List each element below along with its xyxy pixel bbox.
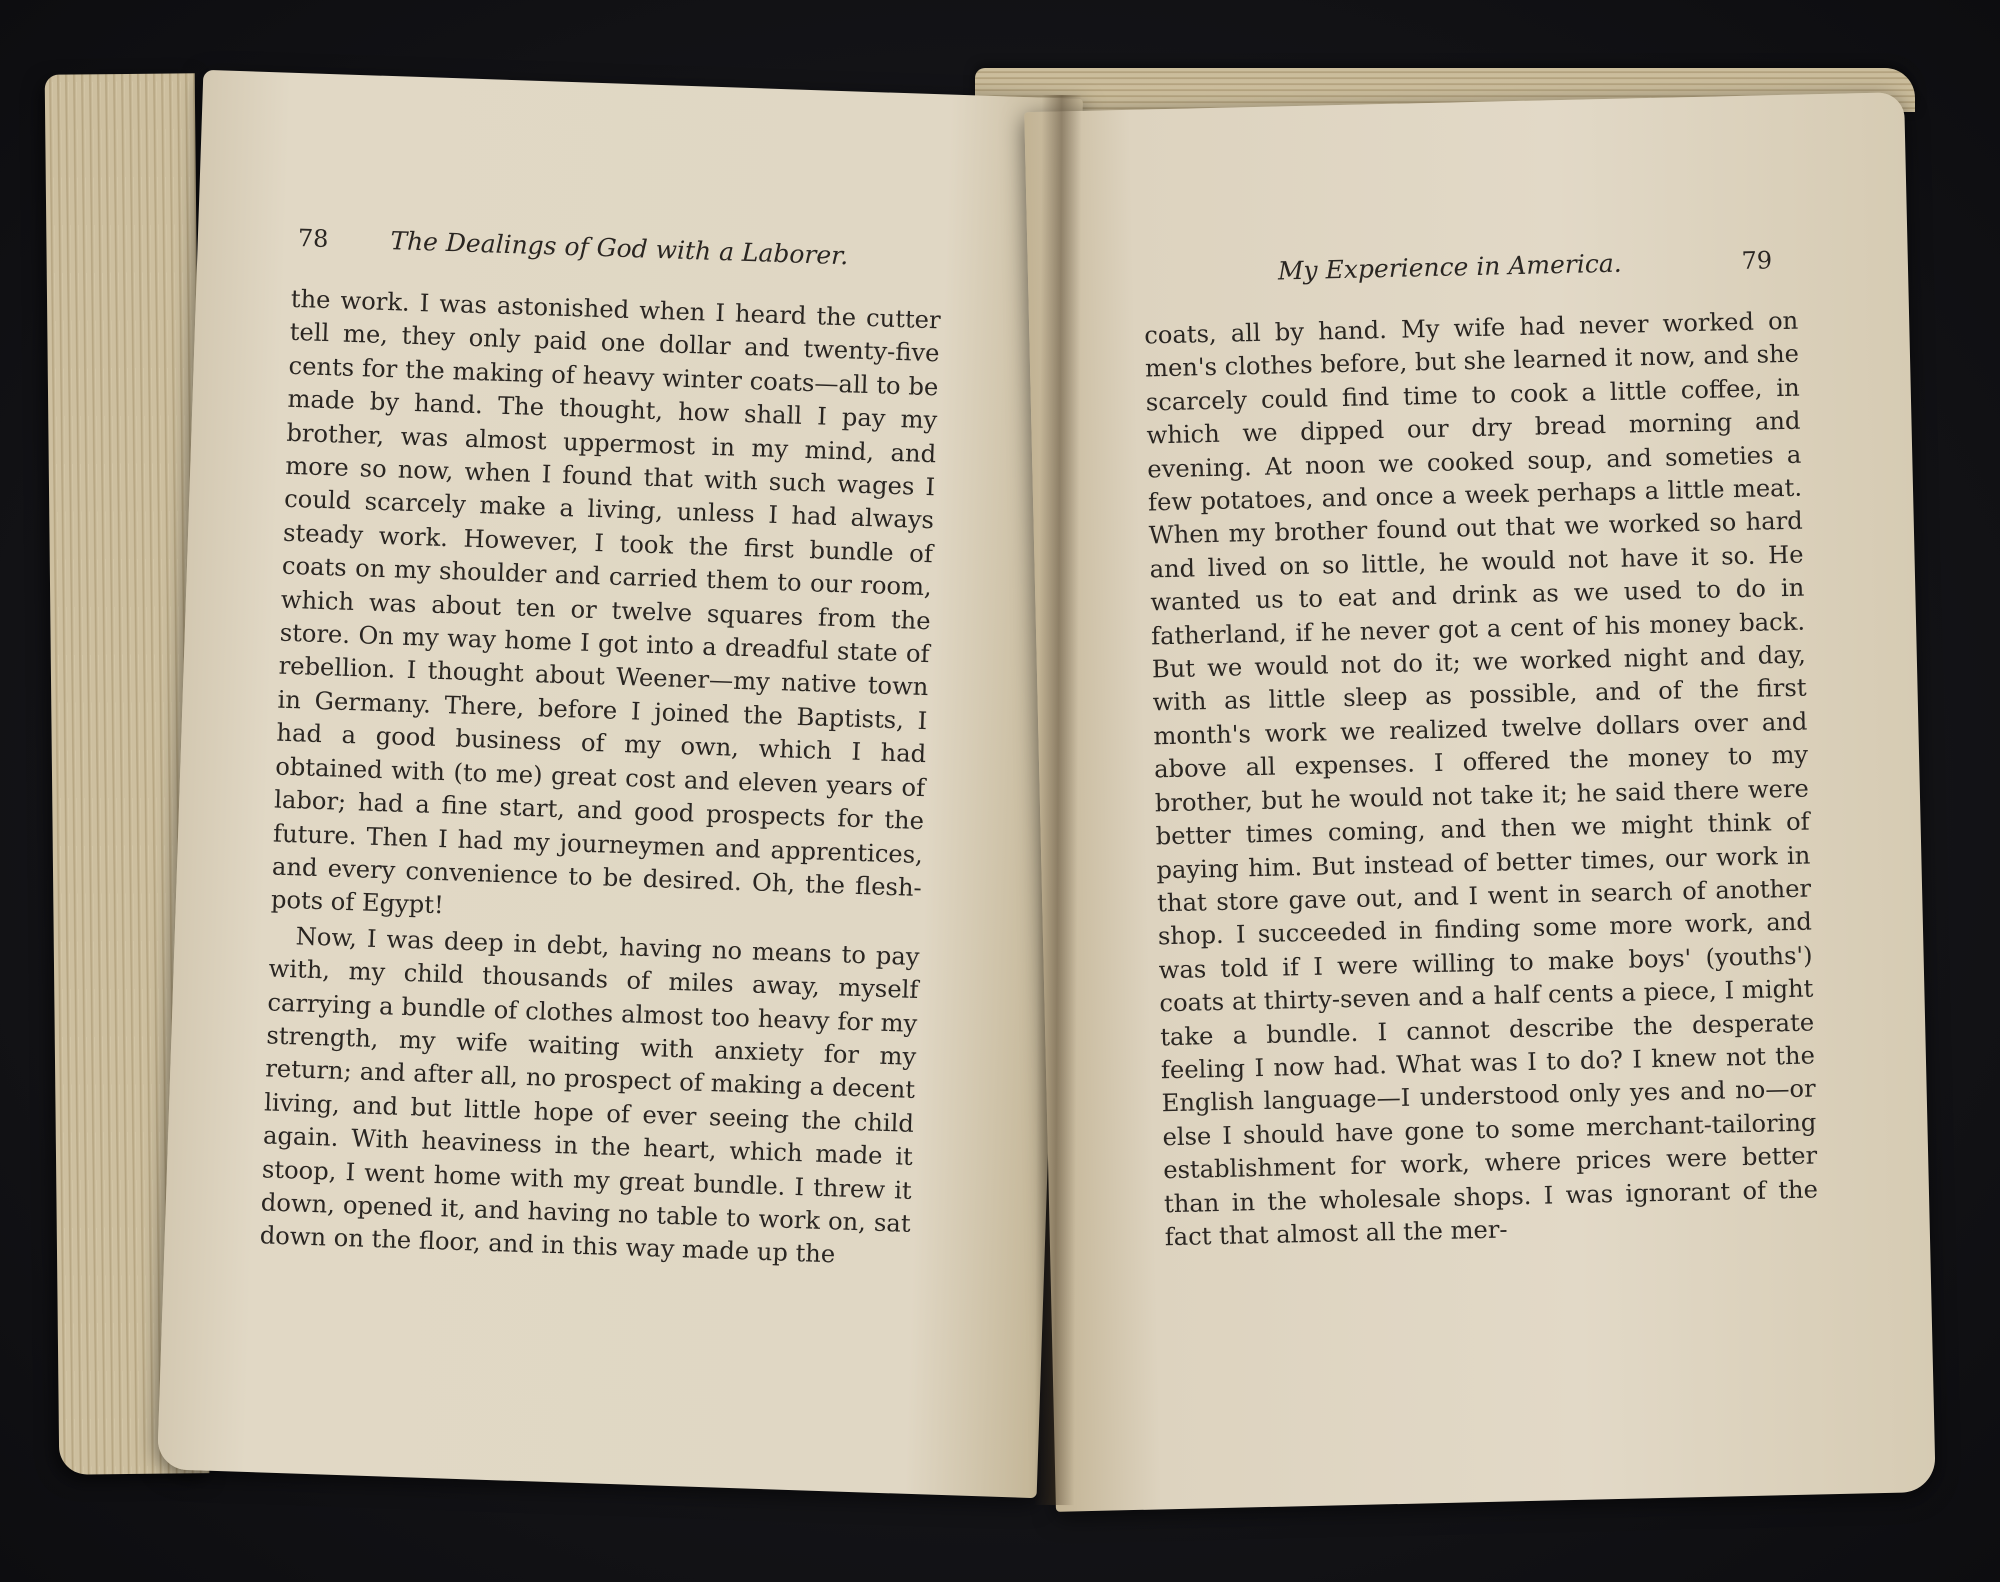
right-running-head xyxy=(1278,245,1773,285)
left-running-head xyxy=(297,223,848,270)
right-running-title: My Experience in America. xyxy=(1277,248,1622,286)
left-page xyxy=(157,70,1083,1498)
left-running-title: The Dealings of God with a Laborer. xyxy=(389,226,849,271)
paragraph: coats, all by hand. My wife had never worked on men's clothes before, but she learned it now, and she scarcely could find time to cook a little coffee, in which we dipped our dry bread morning and evening. At noon we cooked soup, and someties a few potatoes, and once a week perhaps a little meat. When my brother found out that we worked so hard and lived on so little, he would not have it so. He wanted us to eat and drink as we used to do in fatherland, if he never got a cent of his money back. But we would not do it; we worked night and day, with as little sleep as possible, and of the first month's work we realized twelve dollars over and above all expenses. I offered the money to my brother, but he would not take it; he said there were better times coming, and then we might think of paying him. But instead of better times, our work in that store gave out, and I went in search of another shop. I succeeded in finding some more work, and was told if I were willing to make boys' (youths') coats at thirty-seven and a half cents a piece, I might take a bundle. I cannot describe the desperate feeling I now had. What was I to do? I knew not the English language—I understood only yes and no—or else I should have gone to some merchant-tailoring establishment for work, where prices were better than in the wholesale shops. I was ignorant of the fact that almost all the mer- xyxy=(1144,306,1819,1252)
right-page-number: 79 xyxy=(1741,246,1773,275)
paragraph: the work. I was astonished when I heard the cutter tell me, they only paid one dollar and twenty-five cents for the making of heavy winter coats—all to be made by hand. The thought, how shall I pay my brother, was almost uppermost in my mind, and more so now, when I found that with such wages I could scarcely make a living, unless I had always steady work. However, I took the first bundle of coats on my shoulder and carried them to our room, which was about ten or twelve squares from the store. On my way home I got into a dreadful state of rebellion. I thought about Weener—my native town in Germany. There, before I joined the Baptists, I had a good business of my own, which I had obtained with (to me) great cost and eleven years of labor; had a fine start, and good prospects for the future. Then I had my journeymen and apprentices, and every convenience to be desired. Oh, the flesh-pots of Egypt! xyxy=(270,284,942,920)
left-text-block xyxy=(259,283,941,1275)
left-page-number: 78 xyxy=(297,224,329,254)
right-page xyxy=(1024,92,1936,1512)
book-gutter xyxy=(1034,95,1081,1505)
right-text-block xyxy=(1144,305,1819,1255)
paragraph: Now, I was deep in debt, having no means to pay with, my child thousands of miles away, myself carrying a bundle of clothes almost too heavy for my strength, my wife waiting with anxiety for my return; and after all, no prospect of making a decent living, and but little hope of ever seeing the child again. With heaviness in the heart, which made it stoop, I went home with my great bundle. I threw it down, opened it, and having no table to work on, sat down on the floor, and in this way made up the xyxy=(259,922,920,1269)
